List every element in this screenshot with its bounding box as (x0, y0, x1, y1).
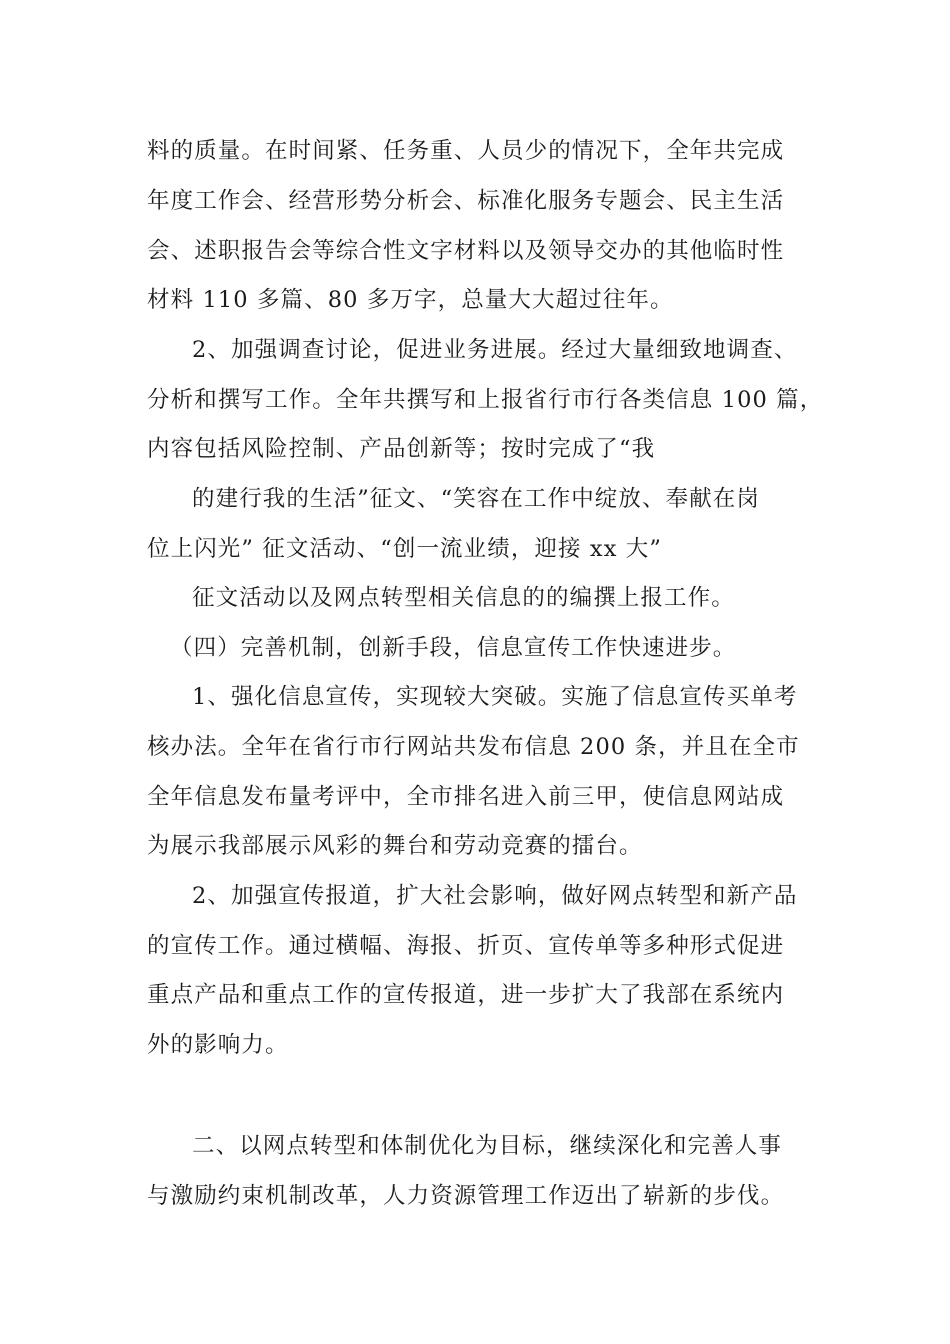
paragraph-start-line: 2、加强调查讨论，促进业务进展。经过大量细致地调查、 (192, 337, 798, 363)
text-line: 材料 110 多篇、80 多万字，总量大大超过往年。 (147, 287, 674, 313)
paragraph-start-line: 1、强化信息宣传，实现较大突破。实施了信息宣传买单考 (192, 684, 798, 710)
text-line: 会、述职报告会等综合性文字材料以及领导交办的其他临时性 (147, 238, 785, 264)
text-line: 的宣传工作。通过横幅、海报、折页、宣传单等多种形式促进 (147, 933, 785, 959)
text-line: 全年信息发布量考评中，全市排名进入前三甲，使信息网站成 (147, 784, 785, 810)
text-line: 位上闪光” 征文活动、“创一流业绩，迎接 xx 大” (147, 536, 662, 562)
section-heading: 二、以网点转型和体制优化为目标，继续深化和完善人事 (192, 1133, 783, 1159)
text-line: 与激励约束机制改革，人力资源管理工作迈出了崭新的步伐。 (147, 1183, 785, 1209)
text-line: 内容包括风险控制、产品创新等；按时完成了“我 (147, 436, 656, 462)
text-line: 外的影响力。 (147, 1032, 289, 1058)
paragraph-start-line: 的建行我的生活”征文、“笑容在工作中绽放、奉献在岗 (192, 486, 761, 512)
section-heading: （四）完善机制，创新手段，信息宣传工作快速进步。 (170, 635, 737, 661)
text-line: 料的质量。在时间紧、任务重、人员少的情况下，全年共完成 (147, 138, 785, 164)
text-line: 核办法。全年在省行市行网站共发布信息 200 条，并且在全市 (147, 734, 800, 760)
text-line: 重点产品和重点工作的宣传报道，进一步扩大了我部在系统内 (147, 982, 785, 1008)
paragraph-start-line: 征文活动以及网点转型相关信息的的编撰上报工作。 (192, 585, 735, 611)
text-line: 为展示我部展示风彩的舞台和劳动竞赛的擂台。 (147, 833, 643, 859)
text-line: 年度工作会、经营形势分析会、标准化服务专题会、民主生活 (147, 188, 785, 214)
paragraph-start-line: 2、加强宣传报道，扩大社会影响，做好网点转型和新产品 (192, 883, 798, 909)
text-line: 分析和撰写工作。全年共撰写和上报省行市行各类信息 100 篇， (147, 387, 824, 413)
